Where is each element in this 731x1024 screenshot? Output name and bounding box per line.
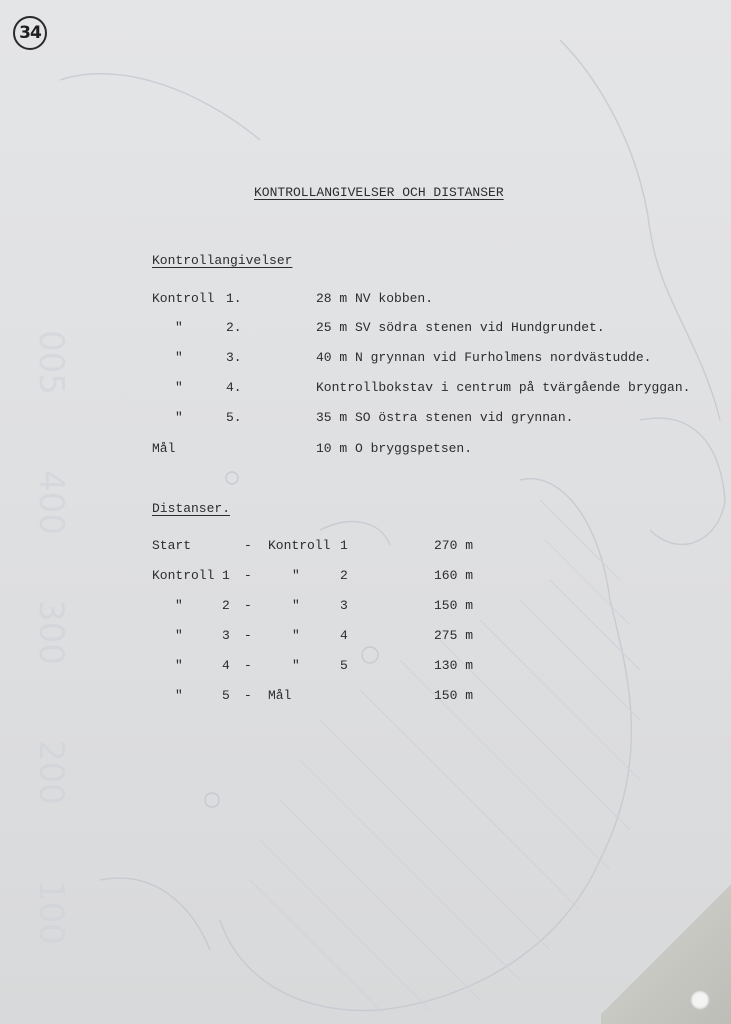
kontroll-number: 3. <box>226 350 242 365</box>
distans-value: 150 m <box>434 598 474 613</box>
kontroll-description: 10 m O bryggspetsen. <box>316 441 473 456</box>
page-number: 34 <box>13 16 47 50</box>
distans-dash: - <box>244 628 252 643</box>
distans-value: 270 m <box>434 538 474 553</box>
svg-text:400: 400 <box>31 470 71 535</box>
distans-from-number: 1 <box>222 568 230 583</box>
kontroll-label: " <box>175 410 183 425</box>
kontroll-description: Kontrollbokstav i centrum på tvärgående bryggan. <box>316 380 691 395</box>
kontroll-label: " <box>175 380 183 395</box>
distans-dash: - <box>244 688 252 703</box>
distans-from: " <box>175 658 183 673</box>
svg-text:200: 200 <box>31 740 71 805</box>
distans-dash: - <box>244 598 252 613</box>
distans-to: Mål <box>268 688 292 703</box>
distans-to: " <box>292 568 300 583</box>
distans-to: Kontroll <box>268 538 331 553</box>
distans-to: " <box>292 658 300 673</box>
distans-to-number: 1 <box>340 538 348 553</box>
distans-to: " <box>292 628 300 643</box>
svg-text:100: 100 <box>31 880 71 945</box>
distans-heading: Distanser. <box>152 501 231 516</box>
distans-from-number: 5 <box>222 688 230 703</box>
page-title: KONTROLLANGIVELSER OCH DISTANSER <box>254 185 504 200</box>
distans-to: " <box>292 598 300 613</box>
kontroll-label: Kontroll <box>152 291 215 306</box>
distans-from-number: 2 <box>222 598 230 613</box>
distans-from: " <box>175 628 183 643</box>
kontroll-label: " <box>175 320 183 335</box>
distans-dash: - <box>244 658 252 673</box>
distans-to-number: 2 <box>340 568 348 583</box>
distans-dash: - <box>244 568 252 583</box>
kontroll-number: 1. <box>226 291 242 306</box>
distans-from-number: 4 <box>222 658 230 673</box>
svg-text:300: 300 <box>31 600 71 665</box>
distans-dash: - <box>244 538 252 553</box>
distans-to-number: 5 <box>340 658 348 673</box>
svg-text:005: 005 <box>31 330 71 395</box>
kontroll-heading: Kontrollangivelser <box>152 253 293 268</box>
kontroll-label: Mål <box>152 441 176 456</box>
distans-value: 150 m <box>434 688 474 703</box>
kontroll-number: 5. <box>226 410 242 425</box>
distans-from: Kontroll <box>152 568 215 583</box>
distans-from-number: 3 <box>222 628 230 643</box>
kontroll-label: " <box>175 350 183 365</box>
kontroll-number: 4. <box>226 380 242 395</box>
kontroll-description: 28 m NV kobben. <box>316 291 434 306</box>
punch-hole <box>690 990 710 1010</box>
distans-value: 160 m <box>434 568 474 583</box>
distans-value: 275 m <box>434 628 474 643</box>
kontroll-description: 40 m N grynnan vid Furholmens nordvästudde. <box>316 350 652 365</box>
distans-value: 130 m <box>434 658 474 673</box>
kontroll-description: 25 m SV södra stenen vid Hundgrundet. <box>316 320 605 335</box>
distans-to-number: 3 <box>340 598 348 613</box>
folded-corner <box>601 874 731 1024</box>
distans-from: " <box>175 688 183 703</box>
distans-from: Start <box>152 538 192 553</box>
kontroll-number: 2. <box>226 320 242 335</box>
distans-to-number: 4 <box>340 628 348 643</box>
kontroll-description: 35 m SO östra stenen vid grynnan. <box>316 410 574 425</box>
distans-from: " <box>175 598 183 613</box>
